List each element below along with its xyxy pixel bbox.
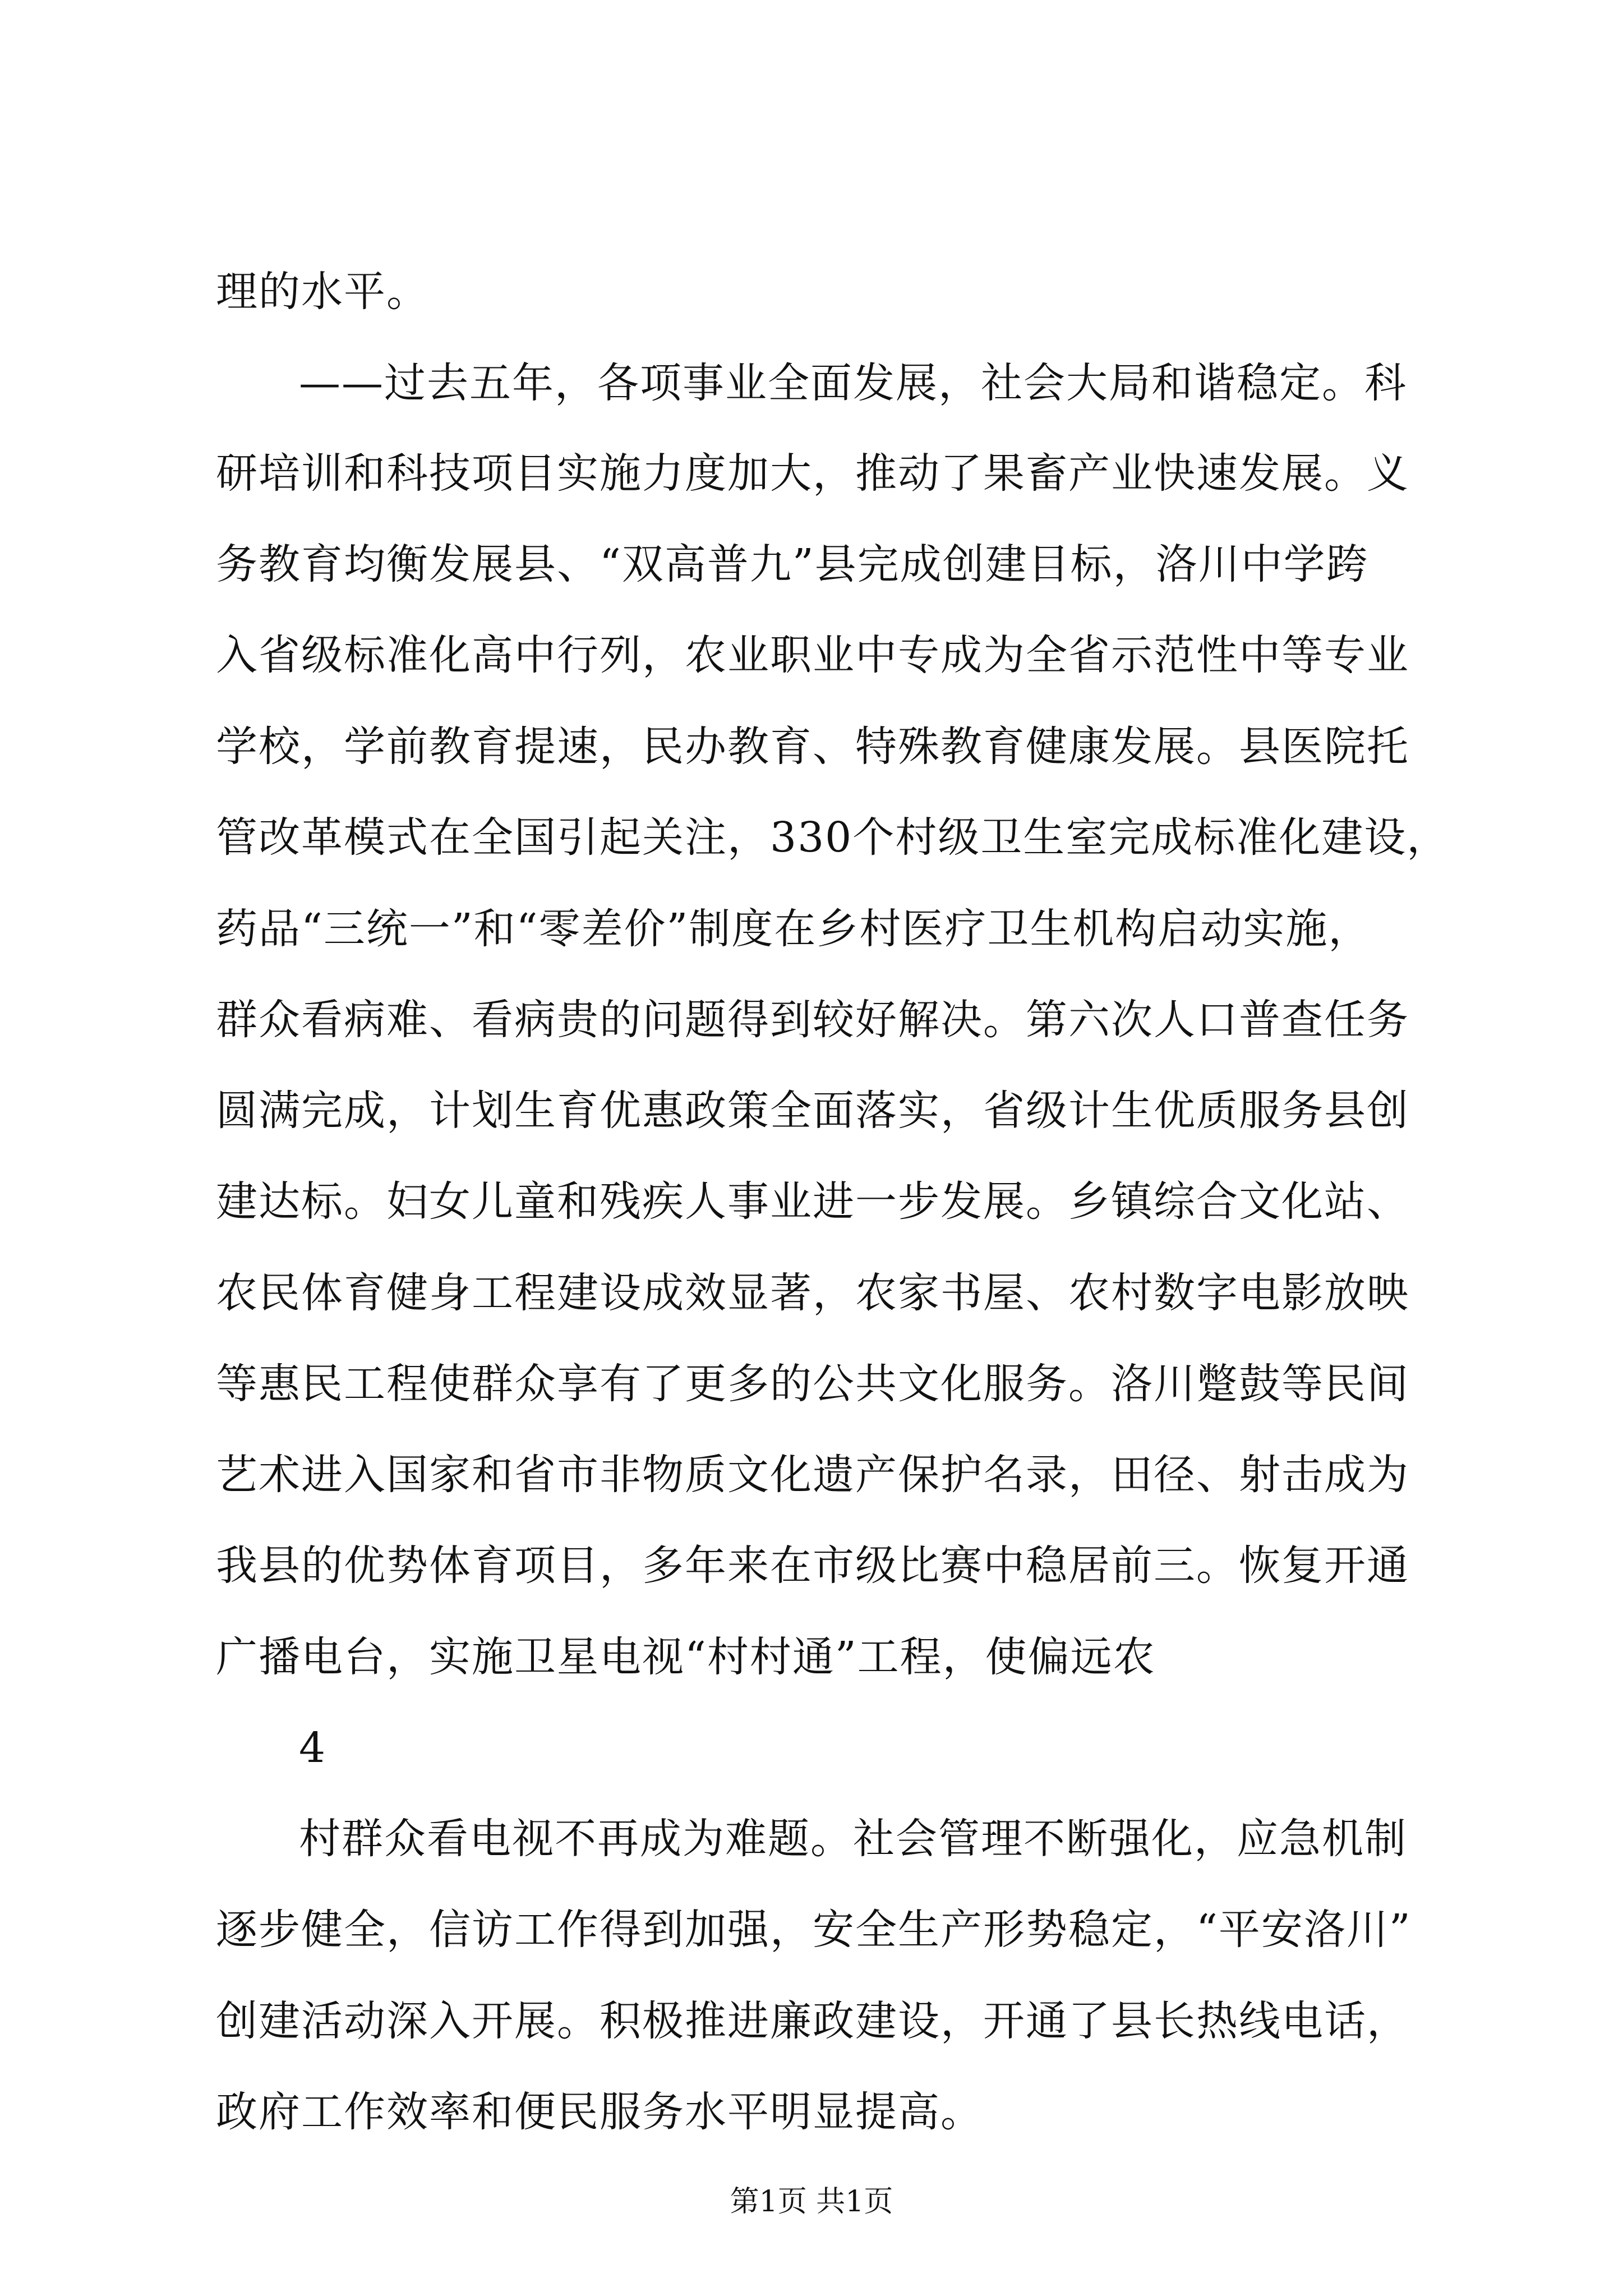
- text-line: 务教育均衡发展县、“双高普九”县完成创建目标，洛川中学跨: [216, 540, 1369, 588]
- text-line: 农民体育健身工程建设成效显著，农家书屋、农村数字电影放映: [216, 1269, 1409, 1317]
- text-line: 创建活动深入开展。积极推进廉政建设，开通了县长热线电话，: [216, 1997, 1409, 2045]
- text-line: 等惠民工程使群众享有了更多的公共文化服务。洛川蹩鼓等民间: [216, 1360, 1409, 1408]
- text-line: 群众看病难、看病贵的问题得到较好解决。第六次人口普查任务: [216, 996, 1409, 1044]
- text-line: 我县的优势体育项目，多年来在市级比赛中稳居前三。恢复开通: [216, 1542, 1409, 1590]
- text-line: 学校，学前教育提速，民办教育、特殊教育健康发展。县医院托: [216, 723, 1409, 771]
- text-line: 艺术进入国家和省市非物质文化遗产保护名录，田径、射击成为: [216, 1451, 1409, 1499]
- text-line: 广播电台，实施卫星电视“村村通”工程，使偏远农: [216, 1633, 1156, 1681]
- page-number-marker: 4: [299, 1724, 327, 1772]
- text-line: 建达标。妇女儿童和残疾人事业进一步发展。乡镇综合文化站、: [216, 1177, 1409, 1226]
- text-line: 圆满完成，计划生育优惠政策全面落实，省级计生优质服务县创: [216, 1087, 1409, 1135]
- text-line: 逐步健全，信访工作得到加强，安全生产形势稳定，“平安洛川”: [216, 1906, 1412, 1954]
- text-line: ——过去五年，各项事业全面发展，社会大局和谐稳定。科: [299, 359, 1407, 407]
- page-footer: 第1页 共1页: [730, 2185, 893, 2219]
- text-line: 管改革模式在全国引起关注，330个村级卫生室完成标准化建设，: [216, 813, 1450, 862]
- text-line: 研培训和科技项目实施力度加大，推动了果畜产业快速发展。义: [216, 449, 1409, 498]
- text-line: 入省级标准化高中行列，农业职业中专成为全省示范性中等专业: [216, 631, 1409, 679]
- text-line: 政府工作效率和便民服务水平明显提高。: [216, 2088, 983, 2136]
- text-line: 村群众看电视不再成为难题。社会管理不断强化，应急机制: [299, 1815, 1407, 1863]
- text-line: 药品“三统一”和“零差价”制度在乡村医疗卫生机构启动实施，: [216, 905, 1371, 953]
- text-line: 理的水平。: [216, 268, 429, 316]
